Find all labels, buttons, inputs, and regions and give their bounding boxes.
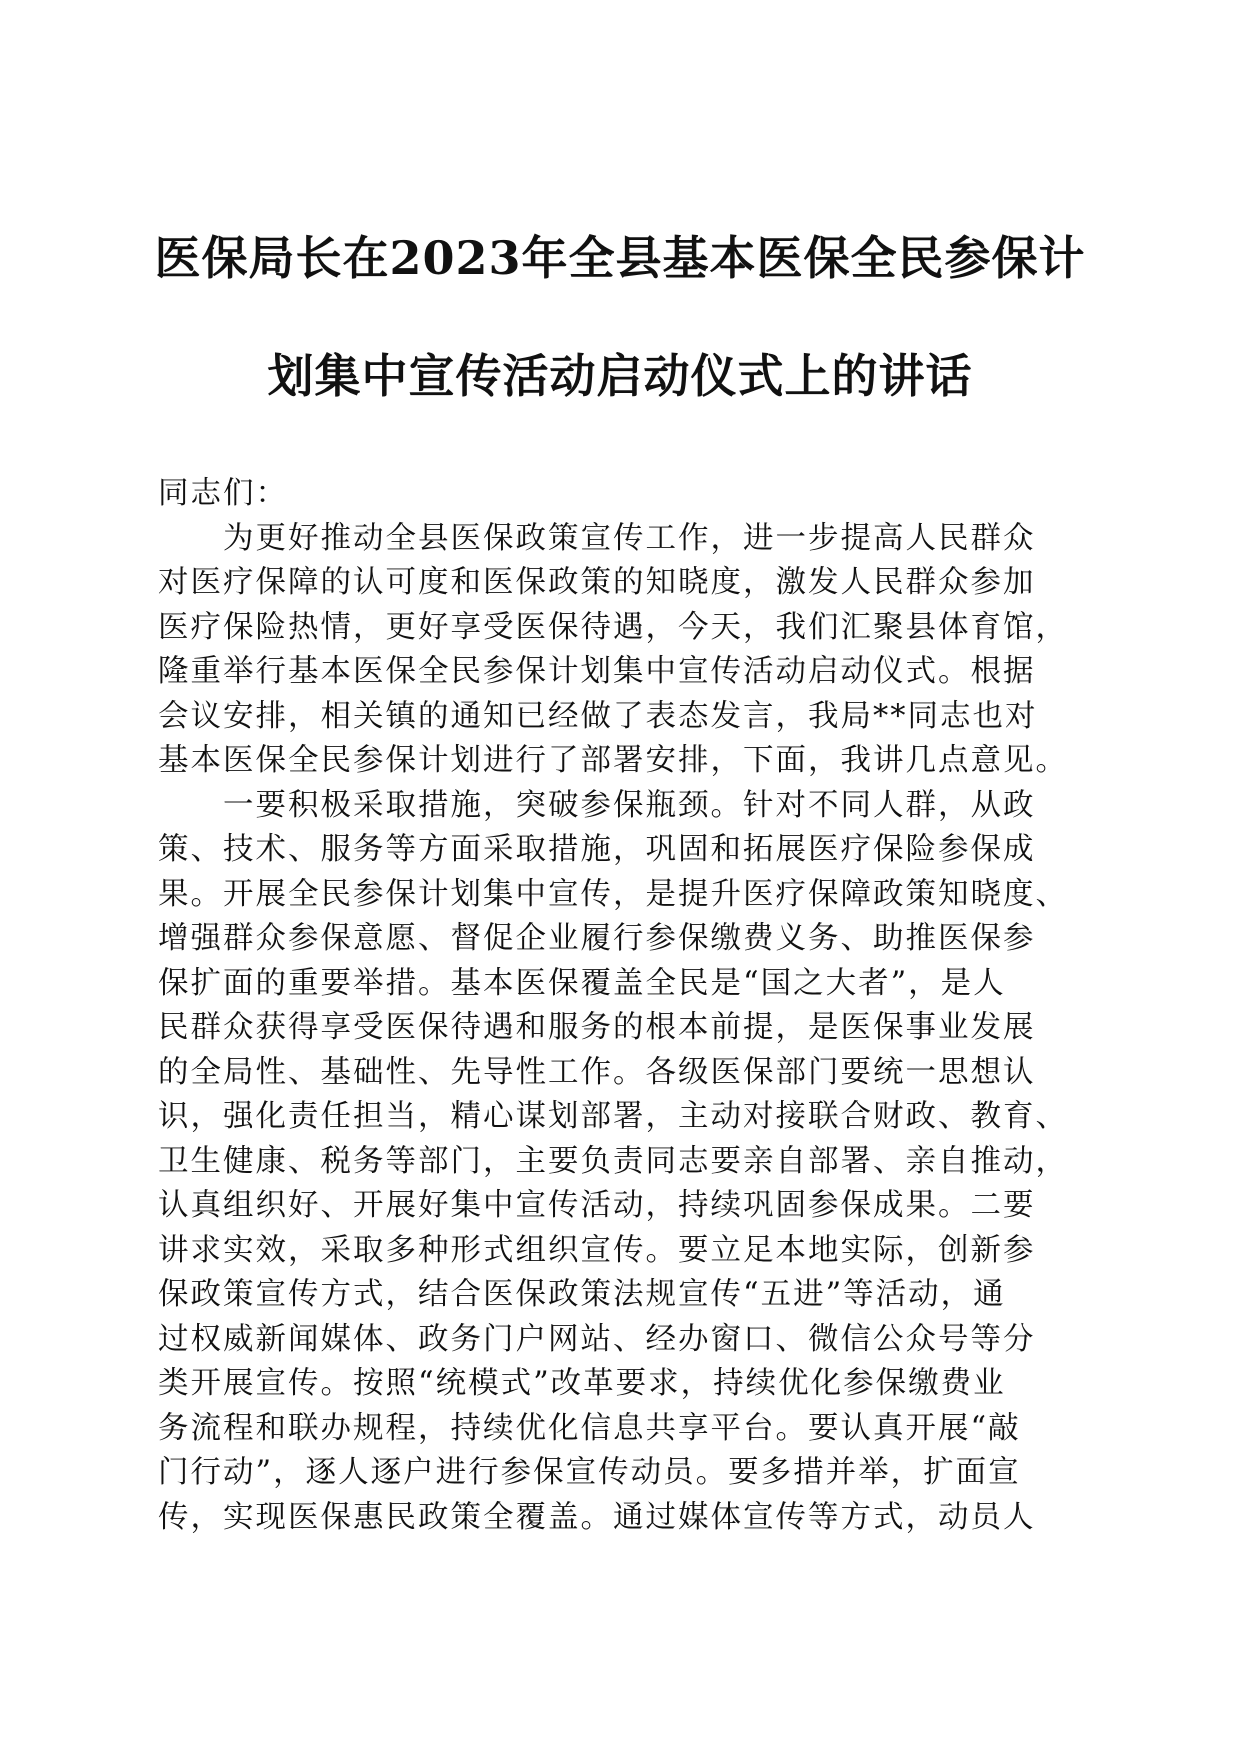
paragraph-line: 民群众获得享受医保待遇和服务的根本前提，是医保事业发展 [158, 1010, 1036, 1045]
paragraph-line: 的全局性、基础性、先导性工作。各级医保部门要统一思想认 [158, 1054, 1036, 1090]
paragraph-line: 会议安排，相关镇的通知已经做了表态发言，我局**同志也对 [158, 698, 1038, 734]
paragraph-line: 过权威新闻媒体、政务门户网站、经办窗口、微信公众号等分 [158, 1321, 1036, 1357]
paragraph-line: 认真组织好、开展好集中宣传活动，持续巩固参保成果。二要 [158, 1188, 1036, 1223]
paragraph-line: 一要积极采取措施，突破参保瓶颈。针对不同人群，从政 [223, 787, 1036, 823]
paragraph-line: 对医疗保障的认可度和医保政策的知晓度，激发人民群众参加 [158, 565, 1036, 600]
paragraph-line: 增强群众参保意愿、督促企业履行参保缴费义务、助推医保参 [158, 921, 1036, 956]
paragraph-line: 类开展宣传。按照“统模式”改革要求，持续优化参保缴费业 [158, 1366, 1006, 1401]
paragraph-line: 为更好推动全县医保政策宣传工作，进一步提高人民群众 [223, 520, 1036, 556]
paragraph-line: 传，实现医保惠民政策全覆盖。通过媒体宣传等方式，动员人 [158, 1499, 1036, 1535]
paragraph-line: 策、技术、服务等方面采取措施，巩固和拓展医疗保险参保成 [158, 832, 1036, 867]
paragraph-line: 果。开展全民参保计划集中宣传，是提升医疗保障政策知晓度、 [158, 876, 1068, 912]
paragraph-line: 讲求实效，采取多种形式组织宣传。要立足本地实际，创新参 [158, 1232, 1036, 1268]
title-line-2: 划集中宣传活动启动仪式上的讲话 [267, 349, 973, 403]
body-text [158, 472, 1098, 1540]
paragraph-2 [158, 784, 1098, 1541]
paragraph-line: 门行动”，逐人逐户进行参保宣传动员。要多措并举，扩面宣 [158, 1455, 1021, 1490]
paragraph-line: 隆重举行基本医保全民参保计划集中宣传活动启动仪式。根据 [158, 654, 1036, 689]
paragraph-1 [158, 517, 1098, 784]
paragraph-line: 务流程和联办规程，持续优化信息共享平台。要认真开展“敲 [158, 1410, 1021, 1446]
greeting: 同志们： [158, 476, 288, 511]
paragraph-line: 保政策宣传方式，结合医保政策法规宣传“五进”等活动，通 [158, 1277, 1006, 1312]
paragraph-line: 基本医保全民参保计划进行了部署安排，下面，我讲几点意见。 [158, 743, 1068, 778]
paragraph-line: 识，强化责任担当，精心谋划部署，主动对接联合财政、教育、 [158, 1099, 1068, 1134]
paragraph-line: 卫生健康、税务等部门，主要负责同志要亲自部署、亲自推动， [158, 1143, 1068, 1179]
paragraph-line: 医疗保险热情，更好享受医保待遇，今天，我们汇聚县体育馆， [158, 609, 1068, 645]
paragraph-line: 保扩面的重要举措。基本医保覆盖全民是“国之大者”，是人 [158, 965, 1006, 1001]
title-line-1: 医保局长在2023年全县基本医保全民参保计 [154, 231, 1086, 285]
